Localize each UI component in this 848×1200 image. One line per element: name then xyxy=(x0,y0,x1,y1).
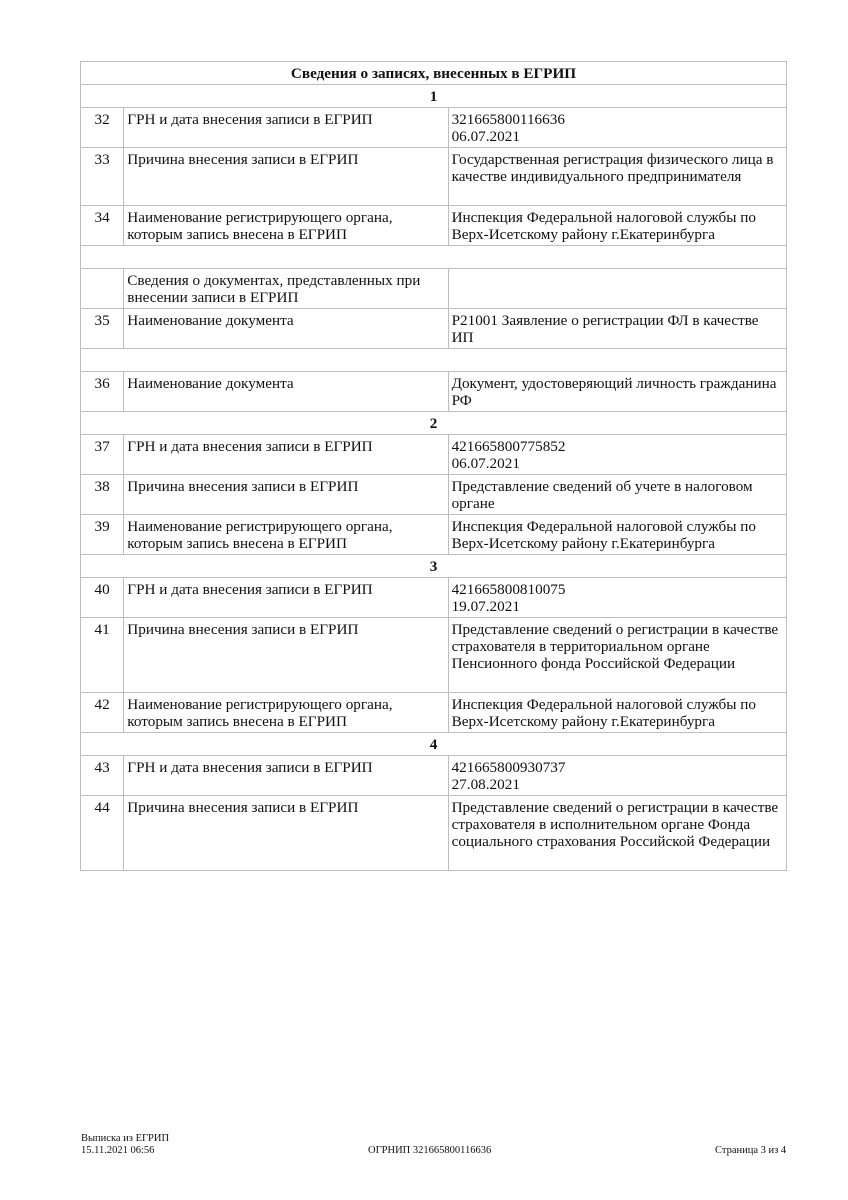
footer-doc-name: Выписка из ЕГРИП xyxy=(81,1133,170,1144)
table-row xyxy=(81,435,787,475)
date-value: 19.07.2021 xyxy=(451,598,520,615)
row-value xyxy=(448,269,786,309)
row-label: Наименование документа xyxy=(124,372,448,412)
date-value: 27.08.2021 xyxy=(451,776,520,793)
table-row xyxy=(81,148,787,206)
row-value: Представление сведений о регистрации в качестве страхователя в исполнительном органе Фонда социального страхования Российской Федерации xyxy=(448,796,786,871)
table-row xyxy=(81,269,787,309)
row-value xyxy=(448,108,786,148)
row-number: 43 xyxy=(81,756,124,796)
table-row xyxy=(81,309,787,349)
row-number: 44 xyxy=(81,796,124,871)
row-number: 42 xyxy=(81,693,124,733)
section-header-row xyxy=(81,412,787,435)
row-number: 40 xyxy=(81,578,124,618)
row-number xyxy=(81,269,124,309)
row-value: Р21001 Заявление о регистрации ФЛ в качестве ИП xyxy=(448,309,786,349)
row-value xyxy=(448,578,786,618)
row-value: Документ, удостоверяющий личность гражданина РФ xyxy=(448,372,786,412)
row-label: Причина внесения записи в ЕГРИП xyxy=(124,796,448,871)
row-label: Причина внесения записи в ЕГРИП xyxy=(124,148,448,206)
row-label: ГРН и дата внесения записи в ЕГРИП xyxy=(124,108,448,148)
row-label: Наименование регистрирующего органа, которым запись внесена в ЕГРИП xyxy=(124,515,448,555)
row-label: Наименование регистрирующего органа, которым запись внесена в ЕГРИП xyxy=(124,206,448,246)
section-header-row xyxy=(81,733,787,756)
blank-row xyxy=(81,246,787,269)
row-label: Сведения о документах, представленных при внесении записи в ЕГРИП xyxy=(124,269,448,309)
row-number: 39 xyxy=(81,515,124,555)
row-number: 37 xyxy=(81,435,124,475)
row-label: ГРН и дата внесения записи в ЕГРИП xyxy=(124,756,448,796)
footer-doc-info xyxy=(81,1133,169,1157)
row-value: Представление сведений о регистрации в качестве страхователя в территориальном органе Пенсионного фонда Российской Федерации xyxy=(448,618,786,693)
section-number: 2 xyxy=(81,412,787,435)
row-number: 33 xyxy=(81,148,124,206)
grn-value: 321665800116636 xyxy=(451,111,565,128)
footer-datetime: 15.11.2021 06:56 xyxy=(81,1145,155,1156)
row-value xyxy=(448,756,786,796)
section-header-row xyxy=(81,555,787,578)
blank-cell xyxy=(81,349,787,372)
table-row xyxy=(81,693,787,733)
table-row xyxy=(81,578,787,618)
row-value: Инспекция Федеральной налоговой службы по Верх-Исетскому району г.Екатеринбурга xyxy=(448,693,786,733)
row-value: Представление сведений об учете в налоговом органе xyxy=(448,475,786,515)
row-label: ГРН и дата внесения записи в ЕГРИП xyxy=(124,435,448,475)
footer-ogrnip: ОГРНИП 321665800116636 xyxy=(368,1145,492,1156)
row-number: 36 xyxy=(81,372,124,412)
footer-page-number: Страница 3 из 4 xyxy=(715,1145,787,1156)
date-value: 06.07.2021 xyxy=(451,455,520,472)
row-number: 41 xyxy=(81,618,124,693)
row-label: Наименование регистрирующего органа, которым запись внесена в ЕГРИП xyxy=(124,693,448,733)
section-number: 3 xyxy=(81,555,787,578)
row-number: 38 xyxy=(81,475,124,515)
table-row xyxy=(81,108,787,148)
egrip-records-table xyxy=(80,61,787,871)
row-value: Государственная регистрация физического лица в качестве индивидуального предпринимателя xyxy=(448,148,786,206)
blank-cell xyxy=(81,246,787,269)
grn-value: 421665800810075 xyxy=(451,581,566,598)
section-number: 1 xyxy=(81,85,787,108)
table-row xyxy=(81,756,787,796)
table-row xyxy=(81,515,787,555)
section-number: 4 xyxy=(81,733,787,756)
row-value xyxy=(448,435,786,475)
row-value: Инспекция Федеральной налоговой службы по Верх-Исетскому району г.Екатеринбурга xyxy=(448,515,786,555)
table-row xyxy=(81,206,787,246)
row-label: ГРН и дата внесения записи в ЕГРИП xyxy=(124,578,448,618)
table-row xyxy=(81,618,787,693)
table-title-row xyxy=(81,62,787,85)
row-label: Наименование документа xyxy=(124,309,448,349)
row-label: Причина внесения записи в ЕГРИП xyxy=(124,475,448,515)
blank-row xyxy=(81,349,787,372)
row-number: 34 xyxy=(81,206,124,246)
row-label: Причина внесения записи в ЕГРИП xyxy=(124,618,448,693)
table-row xyxy=(81,796,787,871)
table-row xyxy=(81,475,787,515)
row-value: Инспекция Федеральной налоговой службы по Верх-Исетскому району г.Екатеринбурга xyxy=(448,206,786,246)
date-value: 06.07.2021 xyxy=(451,128,520,145)
table-row xyxy=(81,372,787,412)
table-title: Сведения о записях, внесенных в ЕГРИП xyxy=(81,62,787,85)
row-number: 32 xyxy=(81,108,124,148)
grn-value: 421665800775852 xyxy=(451,438,566,455)
row-number: 35 xyxy=(81,309,124,349)
section-header-row xyxy=(81,85,787,108)
grn-value: 421665800930737 xyxy=(451,759,566,776)
